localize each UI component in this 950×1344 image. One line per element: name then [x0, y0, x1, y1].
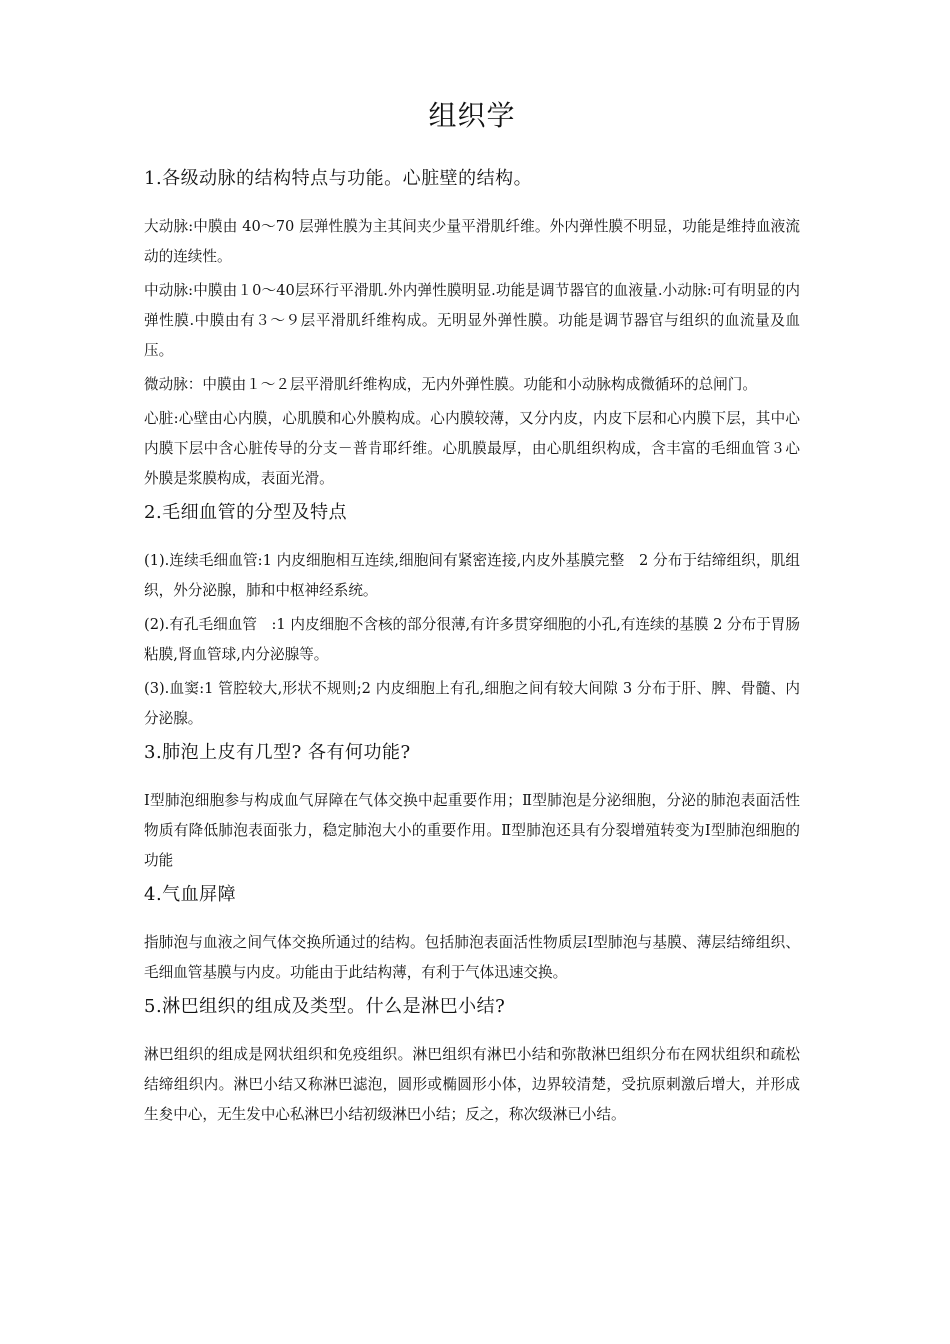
paragraph: (1).连续毛细血管:1 内皮细胞相互连续,细胞间有紧密连接,内皮外基膜完整 2 分布于结缔组织，肌组织，外分泌腺，肺和中枢神经系统。	[144, 552, 800, 599]
section-2	[144, 500, 800, 734]
paragraph: (2).有孔毛细血管 :1 内皮细胞不含核的部分很薄,有许多贯穿细胞的小孔,有连续的基膜 2 分布于胃肠粘膜,肾血管球,内分泌腺等。	[144, 616, 800, 663]
document-page	[144, 96, 800, 1134]
section-5	[144, 994, 800, 1130]
paragraph: 淋巴组织的组成是网状组织和免疫组织。淋巴组织有淋巴小结和弥散淋巴组织分布在网状组织和疏松结缔组织内。淋巴小结又称淋巴滤泡，圆形或椭圆形小体，边界较清楚，受抗原刺激后增大，并形成生夋中心，无生发中心私淋巴小结初级淋巴小结；反之，称次级淋已小结。	[144, 1046, 800, 1123]
paragraph: 中动脉:中膜由１0～40层环行平滑肌.外内弹性膜明显.功能是调节器官的血液量.小动脉:可有明显的内弹性膜.中膜由有３～９层平滑肌纤维构成。无明显外弹性膜。功能是调节器官与组织的血流量及血压。	[144, 282, 800, 359]
paragraph: Ⅰ型肺泡细胞参与构成血气屏障在气体交换中起重要作用；Ⅱ型肺泡是分泌细胞，分泌的肺泡表面活性物质有降低肺泡表面张力，稳定肺泡大小的重要作用。Ⅱ型肺泡还具有分裂增殖转变为Ⅰ型肺泡细胞的功能	[144, 792, 800, 869]
section-heading: 1.各级动脉的结构特点与功能。心脏壁的结构。	[144, 168, 533, 189]
section-heading: 4.气血屏障	[144, 884, 237, 905]
paragraph: (3).血窦:1 管腔较大,形状不规则;2 内皮细胞上有孔,细胞之间有较大间隙 3 分布于肝、脾、骨髓、内分泌腺。	[144, 680, 800, 727]
section-heading: 2.毛细血管的分型及特点	[144, 502, 348, 523]
section-1	[144, 166, 800, 494]
section-3	[144, 740, 800, 876]
document-title: 组织学	[428, 99, 516, 132]
section-4	[144, 882, 800, 988]
paragraph: 指肺泡与血液之间气体交换所通过的结构。包括肺泡表面活性物质层Ⅰ型肺泡与基膜、薄层结缔组织、毛细血管基膜与内皮。功能由于此结构薄，有利于气体迅速交换。	[144, 934, 800, 981]
section-heading: 3.肺泡上皮有几型? 各有何功能?	[144, 742, 411, 763]
section-heading: 5.淋巴组织的组成及类型。什么是淋巴小结?	[144, 996, 506, 1017]
paragraph: 大动脉:中膜由 40～70 层弹性膜为主其间夹少量平滑肌纤维。外内弹性膜不明显，功能是维持血液流动的连续性。	[144, 218, 800, 265]
paragraph: 心脏:心壁由心内膜，心肌膜和心外膜构成。心内膜较薄，又分内皮，内皮下层和心内膜下层，其中心内膜下层中含心脏传导的分支－普肯耶纤维。心肌膜最厚，由心肌组织构成，含丰富的毛细血管３心外膜是浆膜构成，表面光滑。	[144, 410, 800, 487]
paragraph: 微动脉：中膜由１～２层平滑肌纤维构成，无内外弹性膜。功能和小动脉构成微循环的总闸门。	[144, 376, 757, 393]
